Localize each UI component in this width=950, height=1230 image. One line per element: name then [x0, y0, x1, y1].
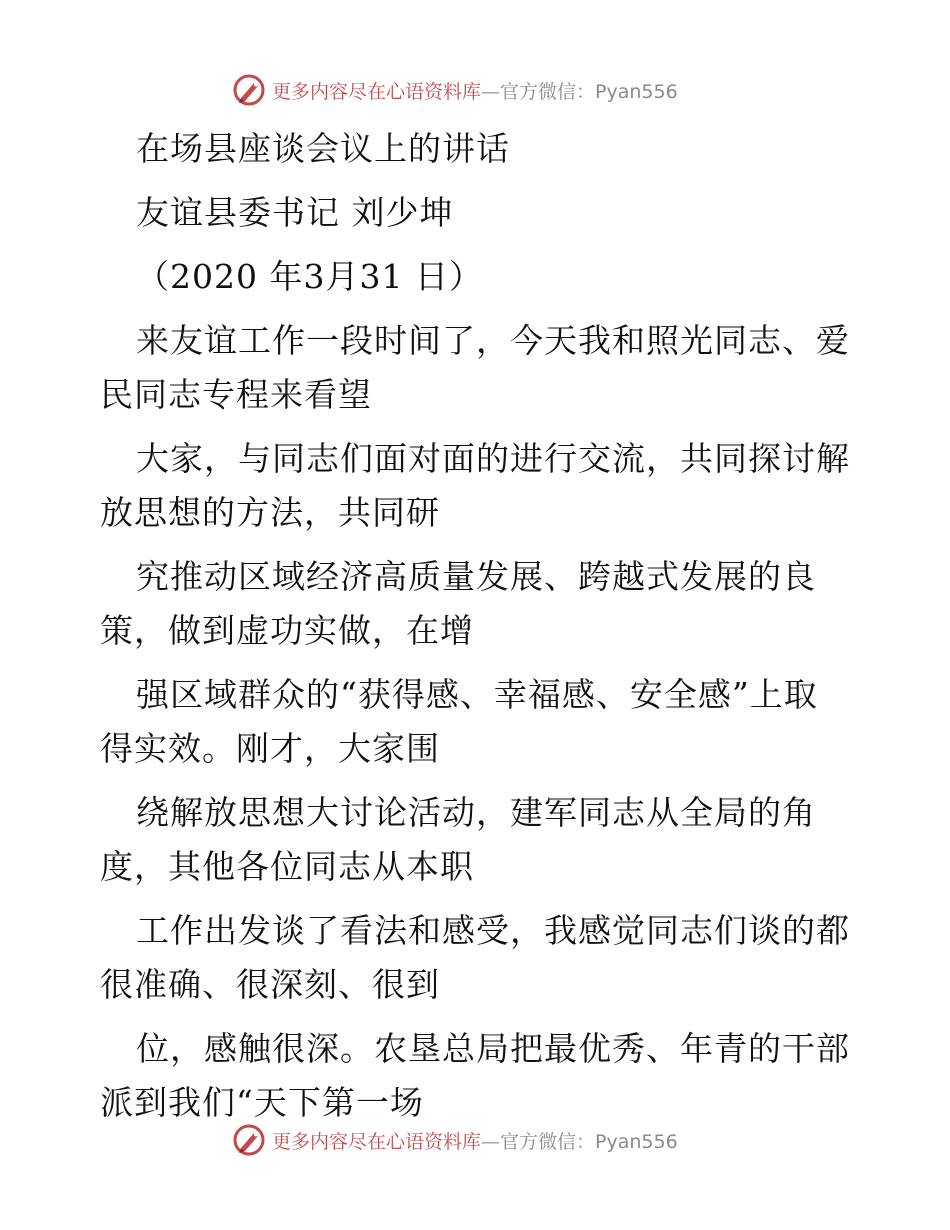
paragraph-line: 强区域群众的“获得感、幸福感、安全感”上取 — [136, 675, 818, 714]
watermark-brand: 更多内容尽在心语资料库 — [272, 1130, 482, 1153]
watermark-wechat-label: 官方微信： — [500, 80, 596, 103]
watermark-dash: — — [481, 1130, 501, 1153]
document-date: （2020 年3月31 日） — [136, 257, 483, 296]
paragraph-line: 来友谊工作一段时间了，今天我和照光同志、爱 — [136, 321, 850, 360]
paragraph-line: 派到我们“天下第一场 — [100, 1083, 424, 1122]
document-title: 在场县座谈会议上的讲话 — [136, 129, 510, 168]
paragraph-line: 放思想的方法，共同研 — [100, 493, 440, 532]
pen-logo-icon — [232, 1123, 266, 1157]
watermark-dash: — — [481, 80, 501, 103]
header-watermark — [232, 72, 752, 108]
document-body — [100, 122, 860, 1130]
watermark-wechat-id: Pyan556 — [595, 80, 678, 103]
pen-logo-icon — [232, 73, 266, 107]
paragraph-line: 大家，与同志们面对面的进行交流，共同探讨解 — [136, 439, 850, 478]
paragraph-line: 得实效。刚才，大家围 — [100, 729, 440, 768]
paragraph-line: 绕解放思想大讨论活动，建军同志从全局的角 — [136, 793, 816, 832]
document-author: 友谊县委书记 刘少坤 — [136, 193, 454, 232]
paragraph-line: 策，做到虚功实做，在增 — [100, 611, 474, 650]
paragraph-line: 民同志专程来看望 — [100, 375, 372, 414]
watermark-wechat-id: Pyan556 — [595, 1130, 678, 1153]
paragraph-line: 度，其他各位同志从本职 — [100, 847, 474, 886]
paragraph-line: 位，感触很深。农垦总局把最优秀、年青的干部 — [136, 1029, 850, 1068]
paragraph-line: 工作出发谈了看法和感受，我感觉同志们谈的都 — [136, 911, 850, 950]
footer-watermark — [232, 1122, 752, 1158]
watermark-text — [272, 77, 678, 104]
watermark-text — [272, 1127, 678, 1154]
paragraph-line: 究推动区域经济高质量发展、跨越式发展的良 — [136, 557, 816, 596]
paragraph-line: 很准确、很深刻、很到 — [100, 965, 440, 1004]
watermark-wechat-label: 官方微信： — [500, 1130, 596, 1153]
watermark-brand: 更多内容尽在心语资料库 — [272, 80, 482, 103]
